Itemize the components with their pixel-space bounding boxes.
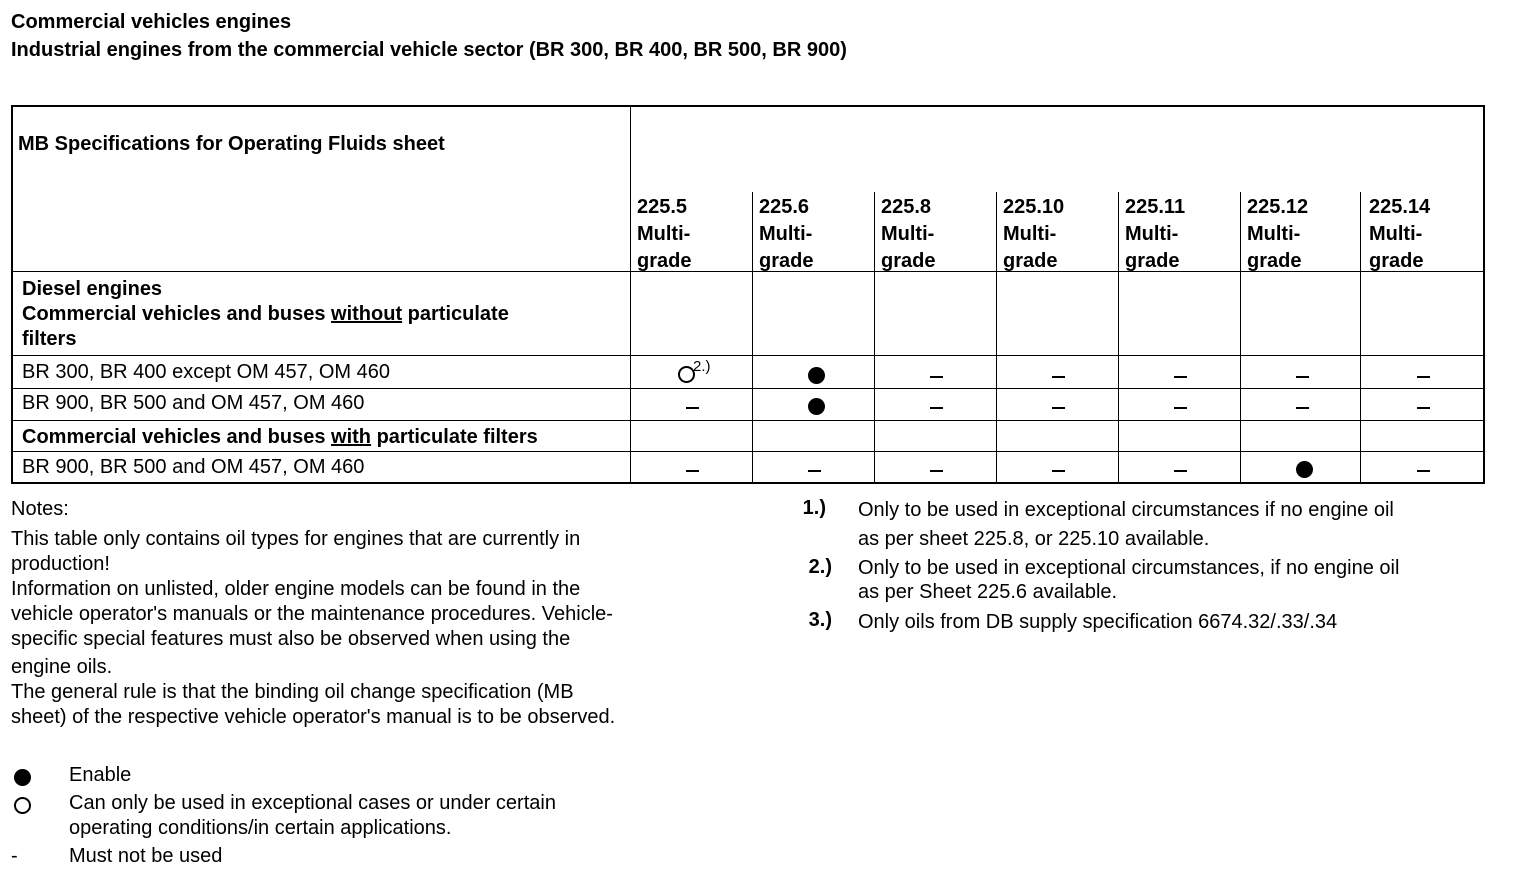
not-used-dash-icon — [1417, 470, 1430, 472]
table-divider — [752, 192, 753, 484]
enable-dot-icon — [808, 398, 825, 415]
legend-not-used-text: Must not be used — [69, 845, 223, 867]
not-used-dash-icon — [686, 407, 699, 409]
row-label: BR 900, BR 500 and OM 457, OM 460 — [22, 392, 365, 414]
enable-dot-icon — [808, 367, 825, 384]
row-label: BR 900, BR 500 and OM 457, OM 460 — [22, 456, 365, 478]
column-header-225-8: 225.8 Multi- grade — [881, 196, 936, 272]
legend-exceptional-text: Can only be used in exceptional cases or under certain operating conditions/in certain applications. — [69, 792, 556, 839]
column-header-225-14: 225.14 Multi- grade — [1369, 196, 1431, 272]
footnote-text: Only to be used in exceptional circumstances if no engine oil as per sheet 225.8, or 225.10 available. — [858, 499, 1394, 550]
row-label: BR 300, BR 400 except OM 457, OM 460 — [22, 361, 390, 383]
document-title: Commercial vehicles engines — [11, 11, 292, 33]
legend-enable-dot-icon — [14, 769, 31, 786]
table-row-divider — [11, 451, 1485, 452]
table-divider — [996, 192, 997, 484]
document-subtitle: Industrial engines from the commercial vehicle sector (BR 300, BR 400, BR 500, BR 900) — [11, 39, 847, 61]
not-used-dash-icon — [1174, 470, 1187, 472]
footnote-number: 3.) — [808, 609, 832, 631]
not-used-dash-icon — [1052, 376, 1065, 378]
enable-dot-icon — [1296, 461, 1313, 478]
spec-table-title: MB Specifications for Operating Fluids sheet — [18, 133, 445, 155]
not-used-dash-icon — [1417, 407, 1430, 409]
not-used-dash-icon — [1052, 407, 1065, 409]
legend-enable-text: Enable — [69, 764, 132, 786]
column-header-225-6: 225.6 Multi- grade — [759, 196, 814, 272]
column-header-225-12: 225.12 Multi- grade — [1247, 196, 1309, 272]
table-border-bottom — [11, 482, 1485, 484]
not-used-dash-icon — [1174, 376, 1187, 378]
table-row-divider — [11, 388, 1485, 389]
not-used-dash-icon — [1052, 470, 1065, 472]
not-used-dash-icon — [1417, 376, 1430, 378]
table-row-divider — [11, 420, 1485, 421]
table-divider — [1118, 192, 1119, 484]
not-used-dash-icon — [930, 376, 943, 378]
legend-exceptional-ring-icon — [14, 797, 31, 814]
column-header-225-11: 225.11 Multi- grade — [1125, 196, 1186, 272]
not-used-dash-icon — [1174, 407, 1187, 409]
column-header-225-10: 225.10 Multi- grade — [1003, 196, 1065, 272]
legend-dash-symbol: - — [11, 845, 18, 867]
column-header-225-5: 225.5 Multi- grade — [637, 196, 692, 272]
section-diesel-without-filters: Diesel engines Commercial vehicles and buses without particulate filters — [22, 278, 509, 350]
table-divider — [874, 192, 875, 484]
footnote-number: 1.) — [802, 497, 826, 519]
table-border-right — [1483, 105, 1485, 484]
notes-heading: Notes: — [11, 498, 69, 520]
table-border-left — [11, 105, 13, 484]
not-used-dash-icon — [808, 470, 821, 472]
footnote-text: Only to be used in exceptional circumstances, if no engine oil as per Sheet 225.6 available. — [858, 557, 1400, 603]
table-divider — [1240, 192, 1241, 484]
not-used-dash-icon — [1296, 376, 1309, 378]
footnote-reference: 2.) — [693, 358, 711, 375]
table-row-divider — [11, 355, 1485, 356]
not-used-dash-icon — [930, 407, 943, 409]
not-used-dash-icon — [1296, 407, 1309, 409]
footnote-text: Only oils from DB supply specification 6674.32/.33/.34 — [858, 611, 1338, 633]
footnote-number: 2.) — [808, 556, 832, 578]
table-border-top — [11, 105, 1485, 107]
not-used-dash-icon — [930, 470, 943, 472]
not-used-dash-icon — [686, 470, 699, 472]
notes-paragraph-1: This table only contains oil types for engines that are currently in production! Information on unlisted, older engine models can be found in the vehicle operator's manuals or the maintenance procedures. Vehicle- specific special features must also be observed when using the engine oils. The general rule is that the binding oil change specification (MB sheet) of the respective vehicle operator's manual is to be observed. — [11, 528, 616, 728]
table-divider — [1360, 192, 1361, 484]
table-divider-label — [630, 105, 631, 484]
section-with-filters: Commercial vehicles and buses with particulate filters — [22, 426, 538, 448]
